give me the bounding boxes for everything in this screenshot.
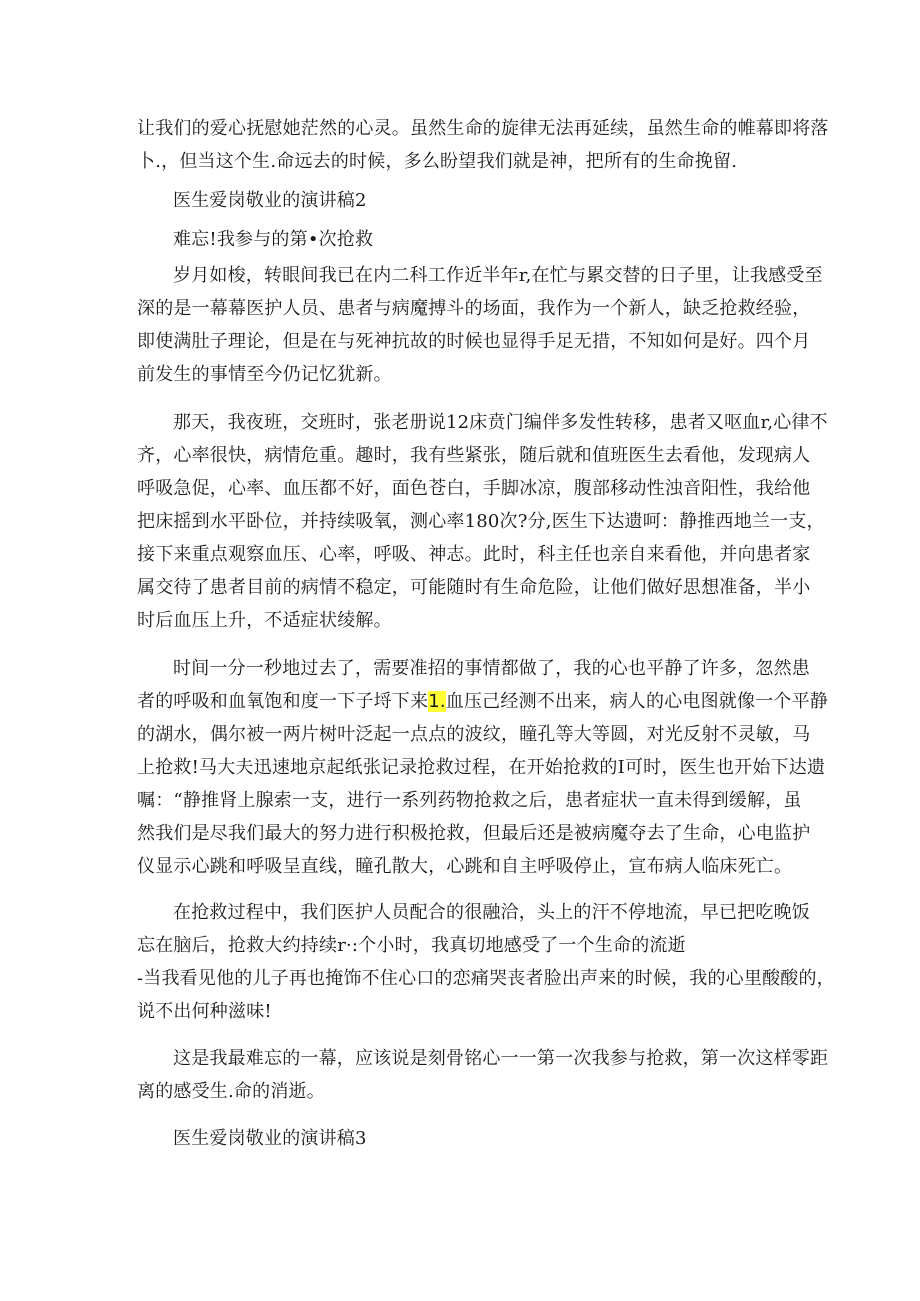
paragraph-2 xyxy=(137,259,823,391)
paragraph-5 xyxy=(137,896,835,1028)
paragraph-3 xyxy=(137,406,828,637)
text-line: 前发生的事情至今仍记忆犹新。 xyxy=(137,364,392,385)
text-line: 嘱：“静推肾上腺索一支，进行一系列药物抢救之后，患者症状一直未得到缓解，虽 xyxy=(137,790,802,811)
highlighted-text: 1. xyxy=(428,691,446,712)
paragraph-6 xyxy=(137,1042,829,1108)
text-line: 深的是一幕幕医护人员、患者与病魔搏斗的场面，我作为一个新人，缺乏抢救经验， xyxy=(137,298,811,319)
text-line: 仪显示心跳和呼吸呈直线，瞳孔散大，心跳和自主呼吸停止，宣布病人临床死亡。 xyxy=(137,856,793,877)
text-line: 的湖水，偶尔被一两片树叶泛起一点点的波纹，瞳孔等大等圆，对光反射不灵敏，马 xyxy=(137,724,811,745)
text-line xyxy=(137,685,828,718)
text-line: 那天，我夜班，交班时，张老册说12床贲门编伴多发性转移，患者又呕血r,心律不 xyxy=(173,412,828,433)
text-line: 齐，心率很快，病情危重。趣时，我有些紧张，随后就和值班医生去看他，发现病人 xyxy=(137,445,811,466)
text-line: 呼吸急促，心率、血压都不好，面色苍白，手脚冰凉，腹部移动性浊音阳性，我给他 xyxy=(137,478,811,499)
text-line: 接下来重点观察血压、心率，呼吸、神志。此时，科主任也亲自来看他，并向患者家 xyxy=(137,544,811,565)
text-line: -当我看见他的儿子再也掩饰不住心口的恋痛哭丧者脸出声来的时候，我的心里酸酸的， xyxy=(137,968,835,989)
text-line: 时间一分一秒地过去了，需要准招的事情都做了，我的心也平静了许多，忽然患 xyxy=(173,658,810,679)
text-line: 上抢救!马大夫迅速地京起纸张记录抢救过程，在开始抢救的I可时，医生也开始下达遗 xyxy=(137,757,826,778)
text-line: 在抢救过程中，我们医护人员配合的很融洽，头上的汗不停地流，早已把吃晚饭 xyxy=(173,902,810,923)
text-line: 岁月如梭，转眼间我已在内二科工作近半年r,在忙与累交替的日子里，让我感受至 xyxy=(173,265,823,286)
text-line: 时后血压上升，不适症状绫解。 xyxy=(137,610,392,631)
text-line: 属交待了患者目前的病情不稳定，可能随时有生命危险，让他们做好思想准备，半小 xyxy=(137,577,811,598)
subtitle-text: 难忘!我参与的第•次抢救 xyxy=(173,229,374,250)
section-heading-3 xyxy=(137,1122,785,1155)
text-line: 把床摇到水平卧位，并持续吸氧，测心率180次?分,医生下达遗呵：静推西地兰一支， xyxy=(137,511,825,532)
text-segment: 者的呼吸和血氧饱和度一下子埒下来 xyxy=(137,691,429,712)
section-heading-2 xyxy=(137,184,785,217)
text-line: 离的感受生.命的消逝。 xyxy=(137,1081,325,1102)
text-line: 让我们的爱心抚慰她茫然的心灵。虽然生命的旋律无法再延续，虽然生命的帷幕即将落 xyxy=(137,118,829,139)
paragraph-1 xyxy=(137,112,829,178)
text-line: 忘在脑后，抢救大约持续r·:个小时，我真切地感受了一个生命的流逝 xyxy=(137,935,686,956)
paragraph-4 xyxy=(137,652,828,883)
text-line: 卜.，但当这个生.命远去的时候，多么盼望我们就是神，把所有的生命挽留. xyxy=(137,151,738,172)
text-line: 即使满肚子理论，但是在与死神抗故的时候也显得手足无措，不知如何是好。四个月 xyxy=(137,331,811,352)
text-line: 这是我最难忘的一幕，应该说是刻骨铭心一一第一次我参与抢救，第一次这样零距 xyxy=(173,1048,829,1069)
text-line: 说不出何种滋味! xyxy=(137,1001,272,1022)
heading-text: 医生爱岗敬业的演讲稿3 xyxy=(173,1128,367,1149)
text-segment: 血压己经测不出来，病人的心电图就像一个平静 xyxy=(445,691,828,712)
text-line: 然我们是尽我们最大的努力进行积极抢救，但最后还是被病魔夺去了生命，心电监护 xyxy=(137,823,811,844)
section-subtitle xyxy=(137,223,785,256)
heading-text: 医生爱岗敬业的演讲稿2 xyxy=(173,190,367,211)
